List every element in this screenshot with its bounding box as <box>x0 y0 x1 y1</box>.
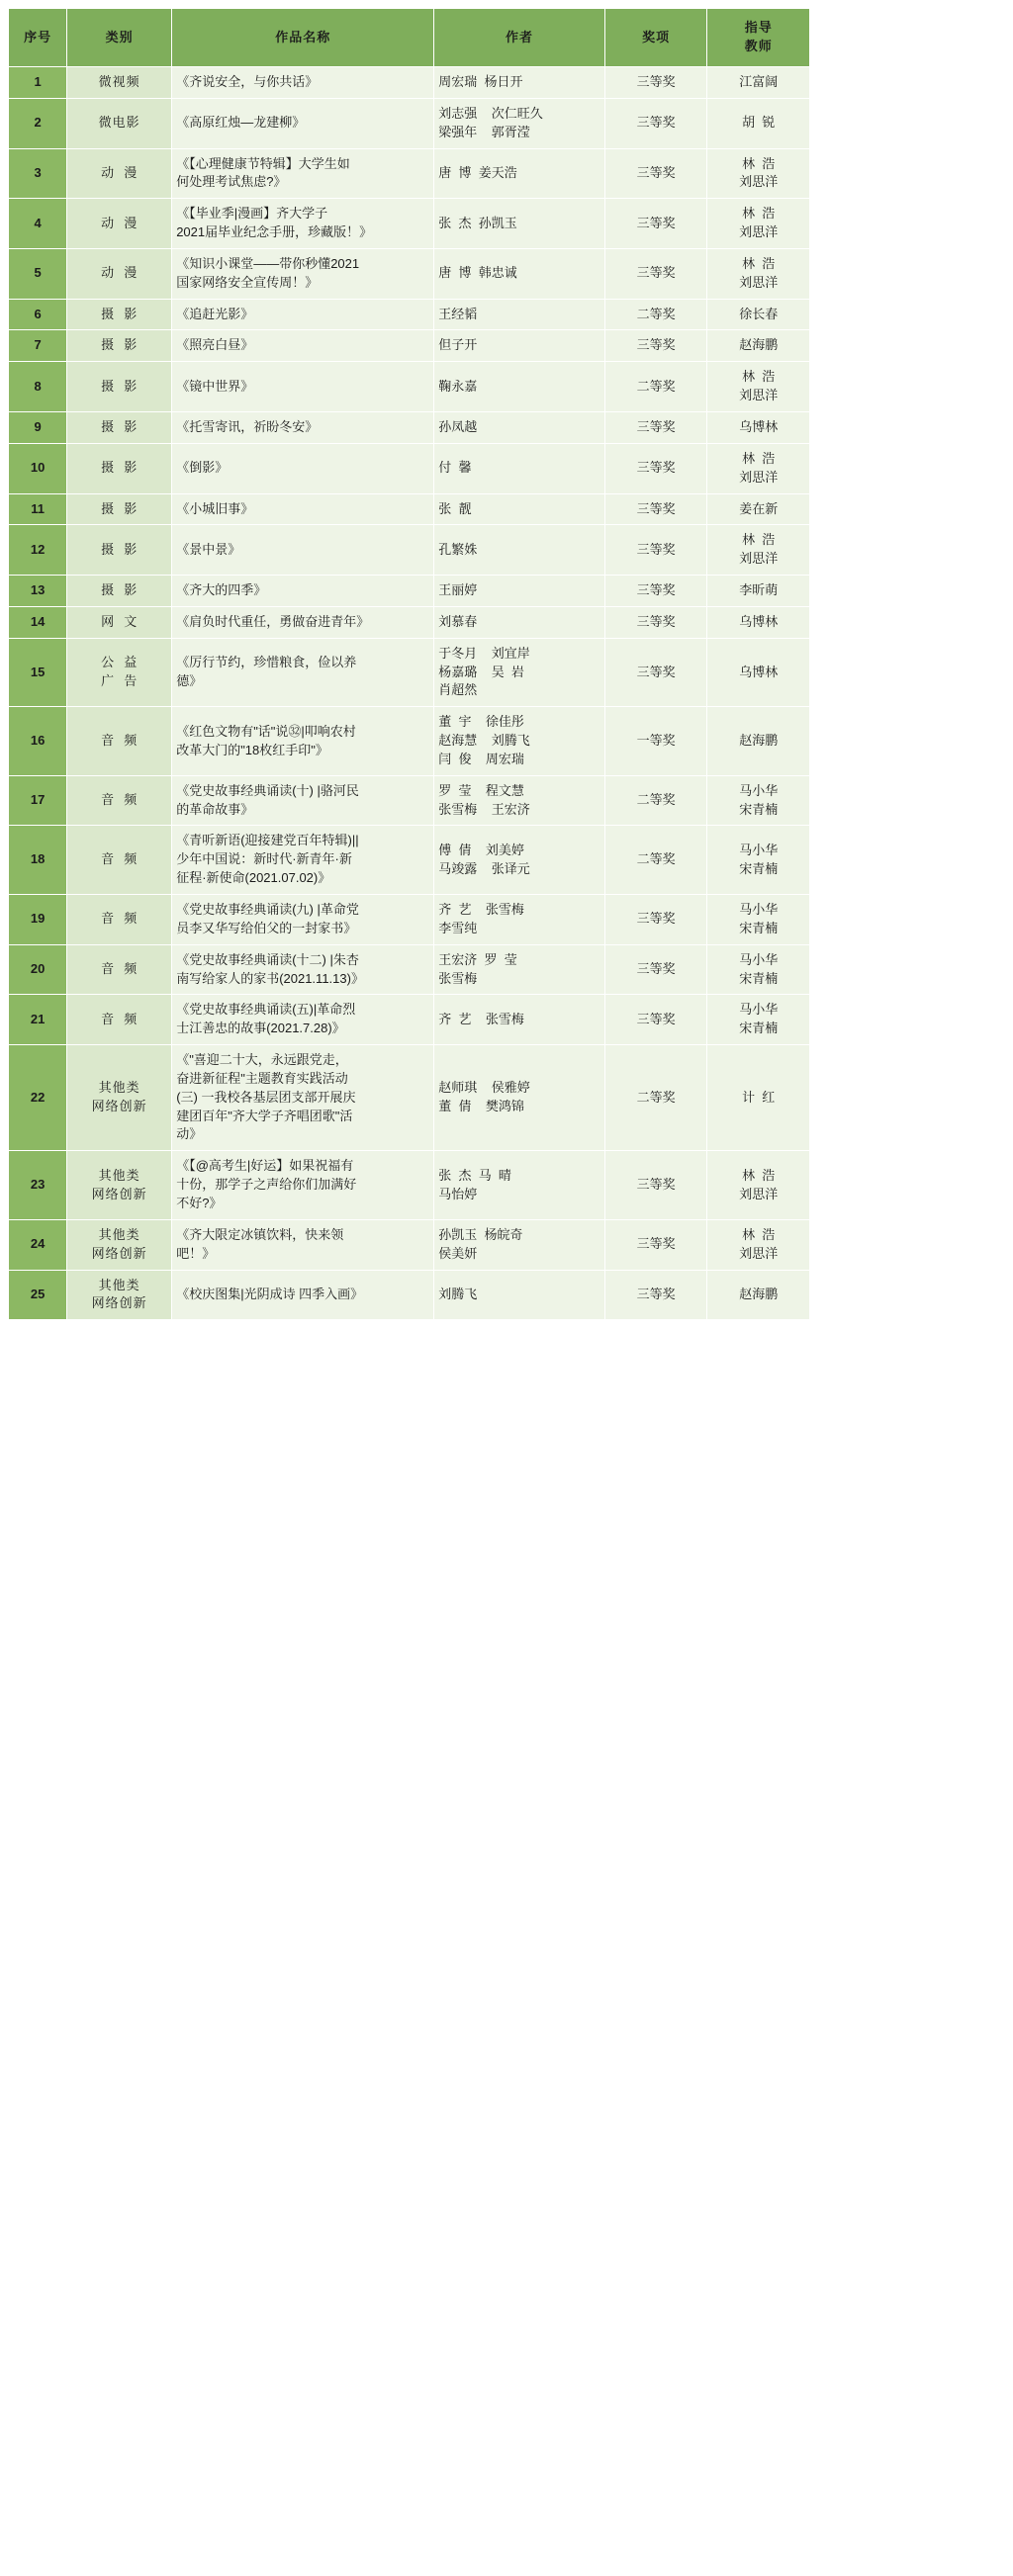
table-row <box>9 411 810 443</box>
cell-category: 其他类 网络创新 <box>67 1270 172 1320</box>
cell-category: 摄 影 <box>67 330 172 362</box>
header-row <box>9 9 810 67</box>
cell-title: 《景中景》 <box>172 525 434 576</box>
cell-authors: 唐 博 韩忠诚 <box>434 248 605 299</box>
column-header-teacher <box>707 9 810 67</box>
cell-sequence: 8 <box>9 362 67 412</box>
cell-teacher: 乌博林 <box>707 638 810 707</box>
cell-award: 三等奖 <box>604 1270 707 1320</box>
cell-award: 三等奖 <box>604 411 707 443</box>
table-row <box>9 775 810 826</box>
cell-award: 三等奖 <box>604 944 707 995</box>
table-row <box>9 443 810 493</box>
cell-category: 音 频 <box>67 895 172 945</box>
table-row <box>9 330 810 362</box>
cell-teacher: 赵海鹏 <box>707 1270 810 1320</box>
cell-award: 二等奖 <box>604 775 707 826</box>
column-header-seq: 序号 <box>9 9 67 67</box>
cell-teacher: 赵海鹏 <box>707 330 810 362</box>
cell-title: 《厉行节约，珍惜粮食，俭以养 德》 <box>172 638 434 707</box>
cell-teacher: 林 浩 刘思洋 <box>707 443 810 493</box>
cell-category: 音 频 <box>67 775 172 826</box>
cell-title: 《倒影》 <box>172 443 434 493</box>
cell-award: 一等奖 <box>604 707 707 776</box>
cell-award: 三等奖 <box>604 248 707 299</box>
cell-award: 三等奖 <box>604 148 707 199</box>
cell-sequence: 11 <box>9 493 67 525</box>
cell-award: 三等奖 <box>604 330 707 362</box>
table-row <box>9 493 810 525</box>
table-header <box>9 9 810 67</box>
cell-award: 三等奖 <box>604 606 707 638</box>
cell-teacher: 李昕萌 <box>707 576 810 607</box>
cell-category: 其他类 网络创新 <box>67 1219 172 1270</box>
table-row <box>9 895 810 945</box>
cell-teacher: 姜在新 <box>707 493 810 525</box>
cell-award: 三等奖 <box>604 638 707 707</box>
cell-award: 三等奖 <box>604 67 707 99</box>
cell-teacher: 乌博林 <box>707 606 810 638</box>
table-row <box>9 826 810 895</box>
table-row <box>9 638 810 707</box>
cell-award: 三等奖 <box>604 98 707 148</box>
cell-award: 二等奖 <box>604 299 707 330</box>
cell-category: 动 漫 <box>67 248 172 299</box>
cell-award: 三等奖 <box>604 525 707 576</box>
cell-teacher: 马小华 宋青楠 <box>707 775 810 826</box>
cell-award: 三等奖 <box>604 576 707 607</box>
table-row <box>9 707 810 776</box>
table-row <box>9 1219 810 1270</box>
cell-authors: 唐 博 姜天浩 <box>434 148 605 199</box>
cell-sequence: 1 <box>9 67 67 99</box>
column-header-author: 作者 <box>434 9 605 67</box>
cell-category: 音 频 <box>67 995 172 1045</box>
cell-category: 摄 影 <box>67 411 172 443</box>
column-header-teacher-line2: 教师 <box>744 39 773 53</box>
table-row <box>9 995 810 1045</box>
cell-authors: 周宏瑞 杨日开 <box>434 67 605 99</box>
cell-authors: 齐 艺 张雪梅 李雪纯 <box>434 895 605 945</box>
cell-category: 网 文 <box>67 606 172 638</box>
cell-sequence: 20 <box>9 944 67 995</box>
cell-authors: 刘志强 次仁旺久 梁强年 郭胥滢 <box>434 98 605 148</box>
cell-authors: 王经韬 <box>434 299 605 330</box>
cell-teacher: 林 浩 刘思洋 <box>707 148 810 199</box>
cell-teacher: 林 浩 刘思洋 <box>707 199 810 249</box>
cell-award: 二等奖 <box>604 826 707 895</box>
cell-authors: 张 杰 孙凯玉 <box>434 199 605 249</box>
cell-award: 三等奖 <box>604 443 707 493</box>
cell-sequence: 13 <box>9 576 67 607</box>
cell-teacher: 马小华 宋青楠 <box>707 944 810 995</box>
cell-teacher: 徐长春 <box>707 299 810 330</box>
cell-title: 《齐说安全，与你共话》 <box>172 67 434 99</box>
cell-title: 《【心理健康节特辑】大学生如 何处理考试焦虑?》 <box>172 148 434 199</box>
cell-title: 《齐大的四季》 <box>172 576 434 607</box>
cell-sequence: 7 <box>9 330 67 362</box>
cell-authors: 傅 倩 刘美婷 马竣露 张译元 <box>434 826 605 895</box>
table-row <box>9 199 810 249</box>
cell-teacher: 林 浩 刘思洋 <box>707 1219 810 1270</box>
cell-award: 三等奖 <box>604 1219 707 1270</box>
table-body <box>9 67 810 1320</box>
table-row <box>9 576 810 607</box>
cell-category: 其他类 网络创新 <box>67 1151 172 1220</box>
cell-category: 动 漫 <box>67 199 172 249</box>
cell-sequence: 2 <box>9 98 67 148</box>
cell-title: 《【毕业季|漫画】齐大学子 2021届毕业纪念手册，珍藏版！》 <box>172 199 434 249</box>
cell-sequence: 3 <box>9 148 67 199</box>
cell-authors: 付 馨 <box>434 443 605 493</box>
column-header-category: 类别 <box>67 9 172 67</box>
cell-category: 摄 影 <box>67 576 172 607</box>
table-row <box>9 248 810 299</box>
cell-title: 《党史故事经典诵读(十二) |朱杏 南写给家人的家书(2021.11.13)》 <box>172 944 434 995</box>
table-row <box>9 362 810 412</box>
cell-authors: 王丽婷 <box>434 576 605 607</box>
cell-award: 三等奖 <box>604 199 707 249</box>
cell-teacher: 马小华 宋青楠 <box>707 995 810 1045</box>
cell-authors: 于冬月 刘宜岸 杨嘉璐 吴 岩 肖超然 <box>434 638 605 707</box>
cell-sequence: 15 <box>9 638 67 707</box>
cell-category: 动 漫 <box>67 148 172 199</box>
cell-award: 三等奖 <box>604 895 707 945</box>
cell-sequence: 22 <box>9 1045 67 1151</box>
cell-award: 三等奖 <box>604 995 707 1045</box>
cell-teacher: 马小华 宋青楠 <box>707 895 810 945</box>
cell-title: 《高原红烛—龙建柳》 <box>172 98 434 148</box>
cell-title: 《肩负时代重任，勇做奋进青年》 <box>172 606 434 638</box>
cell-category: 摄 影 <box>67 443 172 493</box>
cell-award: 二等奖 <box>604 1045 707 1151</box>
cell-sequence: 23 <box>9 1151 67 1220</box>
cell-authors: 孙凯玉 杨皖奇 侯美妍 <box>434 1219 605 1270</box>
cell-teacher: 胡 锐 <box>707 98 810 148</box>
cell-teacher: 乌博林 <box>707 411 810 443</box>
cell-authors: 王宏济 罗 莹 张雪梅 <box>434 944 605 995</box>
cell-sequence: 10 <box>9 443 67 493</box>
column-header-teacher-line1: 指导 <box>744 20 773 36</box>
table-row <box>9 525 810 576</box>
award-table <box>8 8 810 1320</box>
cell-category: 其他类 网络创新 <box>67 1045 172 1151</box>
cell-sequence: 21 <box>9 995 67 1045</box>
cell-title: 《知识小课堂——带你秒懂2021 国家网络安全宣传周！》 <box>172 248 434 299</box>
cell-category: 摄 影 <box>67 493 172 525</box>
cell-category: 音 频 <box>67 944 172 995</box>
table-row <box>9 98 810 148</box>
cell-sequence: 5 <box>9 248 67 299</box>
cell-title: 《【@高考生|好运】如果祝福有 十份，那学子之声给你们加满好 不好?》 <box>172 1151 434 1220</box>
table-row <box>9 1151 810 1220</box>
cell-title: 《小城旧事》 <box>172 493 434 525</box>
cell-sequence: 24 <box>9 1219 67 1270</box>
cell-sequence: 25 <box>9 1270 67 1320</box>
cell-sequence: 9 <box>9 411 67 443</box>
cell-award: 二等奖 <box>604 362 707 412</box>
cell-category: 音 频 <box>67 707 172 776</box>
cell-title: 《青听新语(迎接建党百年特辑)|| 少年中国说：新时代·新青年·新 征程·新使命(2021.07.02)》 <box>172 826 434 895</box>
cell-teacher: 林 浩 刘思洋 <box>707 525 810 576</box>
cell-sequence: 17 <box>9 775 67 826</box>
cell-category: 摄 影 <box>67 362 172 412</box>
column-header-title: 作品名称 <box>172 9 434 67</box>
cell-title: 《齐大限定冰镇饮料，快来领 吧！》 <box>172 1219 434 1270</box>
cell-authors: 赵师琪 侯雅婷 董 倩 樊鸿锦 <box>434 1045 605 1151</box>
cell-authors: 董 宇 徐佳彤 赵海慧 刘腾飞 闫 俊 周宏瑞 <box>434 707 605 776</box>
cell-title: 《校庆图集|光阴成诗 四季入画》 <box>172 1270 434 1320</box>
cell-title: 《党史故事经典诵读(十) |骆河民 的革命故事》 <box>172 775 434 826</box>
cell-sequence: 14 <box>9 606 67 638</box>
table-row <box>9 299 810 330</box>
cell-teacher: 赵海鹏 <box>707 707 810 776</box>
table-row <box>9 606 810 638</box>
table-row <box>9 1045 810 1151</box>
cell-title: 《追赶光影》 <box>172 299 434 330</box>
cell-authors: 孙凤越 <box>434 411 605 443</box>
cell-title: 《照亮白昼》 <box>172 330 434 362</box>
cell-title: 《党史故事经典诵读(五)|革命烈 士江善忠的故事(2021.7.28)》 <box>172 995 434 1045</box>
cell-teacher: 林 浩 刘思洋 <box>707 248 810 299</box>
cell-title: 《镜中世界》 <box>172 362 434 412</box>
cell-category: 摄 影 <box>67 299 172 330</box>
cell-sequence: 6 <box>9 299 67 330</box>
cell-teacher: 林 浩 刘思洋 <box>707 362 810 412</box>
cell-authors: 刘腾飞 <box>434 1270 605 1320</box>
cell-teacher: 江富阔 <box>707 67 810 99</box>
cell-title: 《党史故事经典诵读(九) |革命党 员李又华写给伯父的一封家书》 <box>172 895 434 945</box>
cell-teacher: 林 浩 刘思洋 <box>707 1151 810 1220</box>
cell-authors: 鞠永嘉 <box>434 362 605 412</box>
cell-award: 三等奖 <box>604 493 707 525</box>
cell-category: 微电影 <box>67 98 172 148</box>
cell-category: 公 益 广 告 <box>67 638 172 707</box>
cell-authors: 刘慕春 <box>434 606 605 638</box>
cell-authors: 齐 艺 张雪梅 <box>434 995 605 1045</box>
cell-teacher: 马小华 宋青楠 <box>707 826 810 895</box>
cell-title: 《"喜迎二十大，永远跟党走， 奋进新征程"主题教育实践活动 (三) 一我校各基层团支部开展庆 建团百年"齐大学子齐唱团歌"活 动》 <box>172 1045 434 1151</box>
cell-sequence: 19 <box>9 895 67 945</box>
column-header-award: 奖项 <box>604 9 707 67</box>
cell-sequence: 18 <box>9 826 67 895</box>
cell-title: 《红色文物有"话"说㉜|叩响农村 改革大门的"18枚红手印"》 <box>172 707 434 776</box>
cell-sequence: 12 <box>9 525 67 576</box>
cell-category: 微视频 <box>67 67 172 99</box>
table-row <box>9 67 810 99</box>
cell-category: 音 频 <box>67 826 172 895</box>
table-row <box>9 944 810 995</box>
cell-sequence: 4 <box>9 199 67 249</box>
cell-title: 《托雪寄讯，祈盼冬安》 <box>172 411 434 443</box>
table-row <box>9 148 810 199</box>
table-row <box>9 1270 810 1320</box>
cell-award: 三等奖 <box>604 1151 707 1220</box>
cell-authors: 但子开 <box>434 330 605 362</box>
cell-authors: 张 靓 <box>434 493 605 525</box>
cell-authors: 孔繁姝 <box>434 525 605 576</box>
cell-sequence: 16 <box>9 707 67 776</box>
cell-authors: 罗 莹 程文慧 张雪梅 王宏济 <box>434 775 605 826</box>
cell-category: 摄 影 <box>67 525 172 576</box>
cell-teacher: 计 红 <box>707 1045 810 1151</box>
cell-authors: 张 杰 马 晴 马怡婷 <box>434 1151 605 1220</box>
